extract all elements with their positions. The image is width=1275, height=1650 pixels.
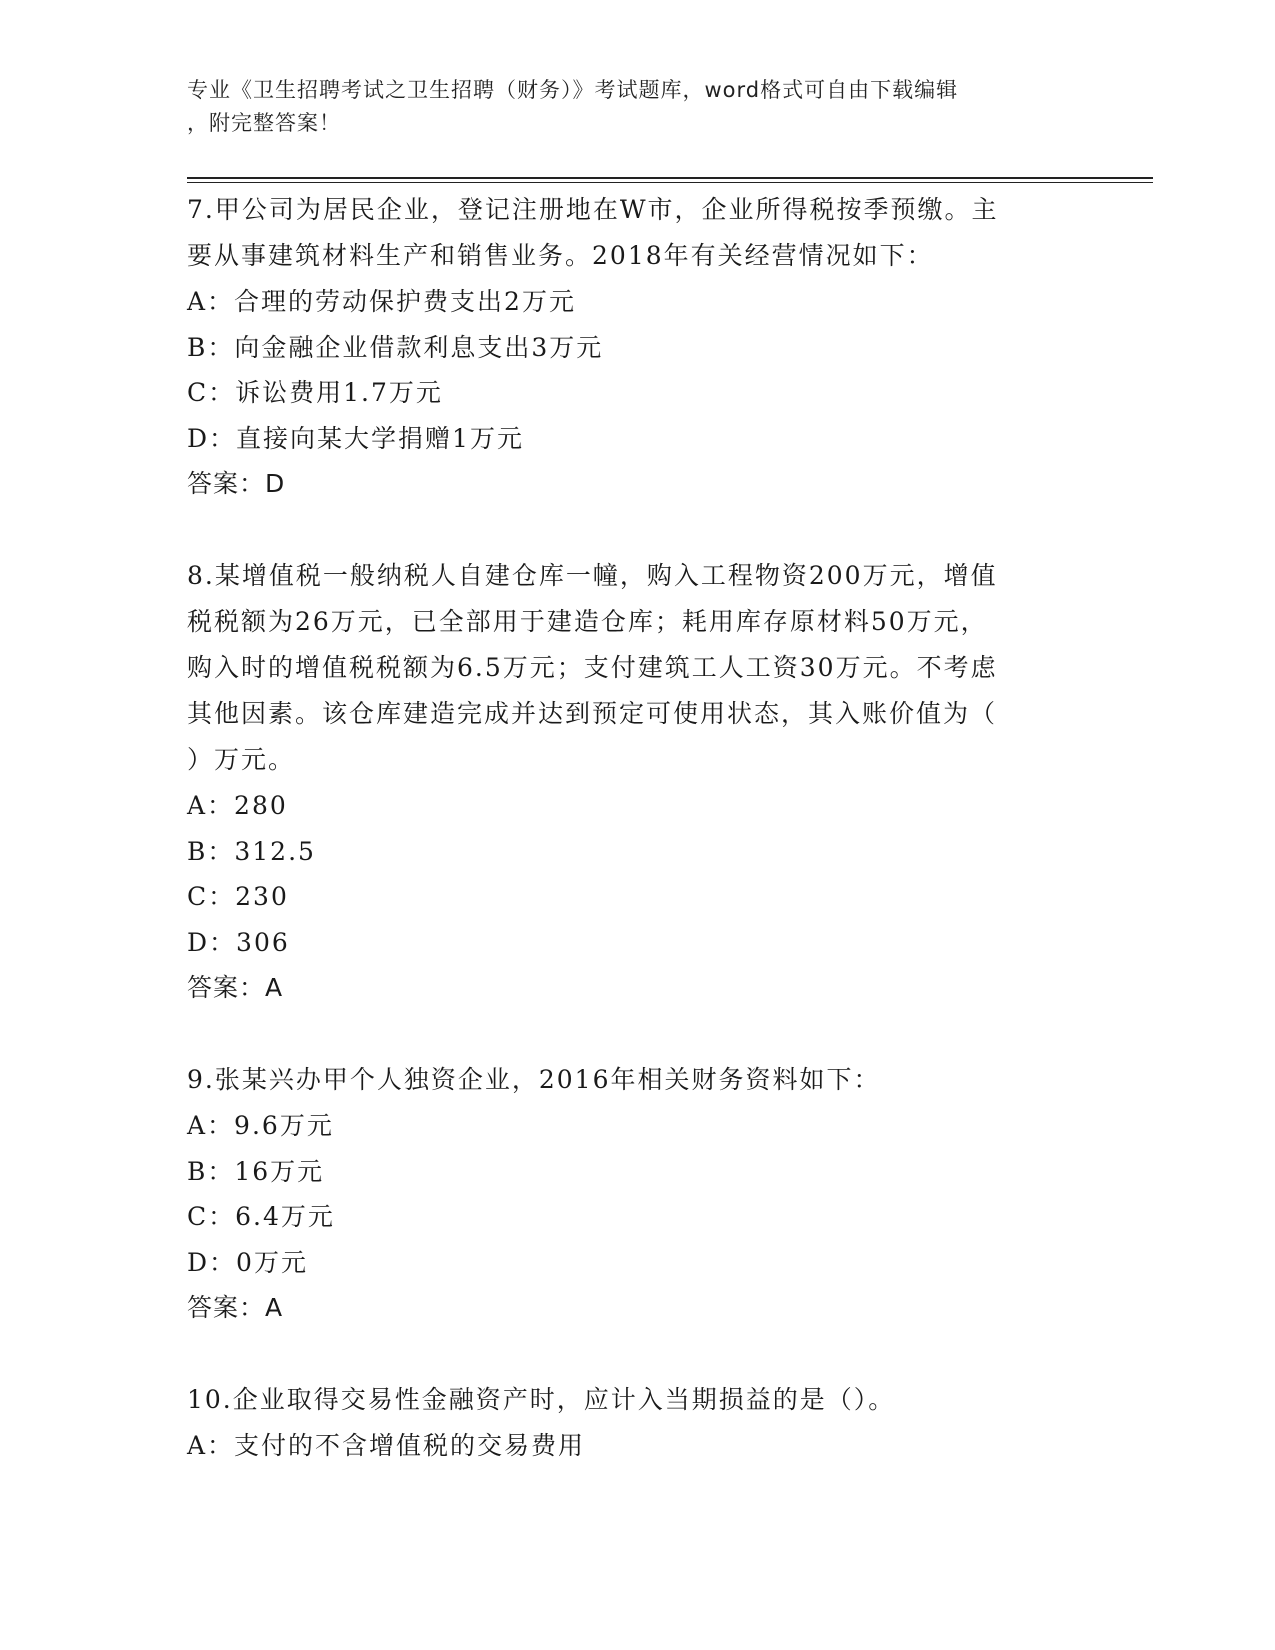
option-b: B：312.5 [187,836,316,866]
option-b: B：16万元 [187,1156,325,1186]
question-stem-line: 10.企业取得交易性金融资产时，应计入当期损益的是（）。 [187,1385,896,1414]
question-stem-line: 税税额为26万元，已全部用于建造仓库；耗用库存原材料50万元， [187,607,988,636]
question-9 [187,1057,1087,1331]
question-spacer [187,1331,1087,1377]
question-stem-line: 要从事建筑材料生产和销售业务。2018年有关经营情况如下： [187,241,934,270]
answer: 答案：A [187,973,284,1002]
answer: 答案：D [187,469,286,498]
answer: 答案：A [187,1293,284,1322]
option-d: D：306 [187,927,290,957]
header-divider-thick [187,177,1153,179]
option-a: A：280 [187,791,288,820]
question-stem-line: 其他因素。该仓库建造完成并达到预定可使用状态，其入账价值为（ [187,699,998,728]
option-a: A：支付的不含增值税的交易费用 [187,1431,586,1460]
option-b: B：向金融企业借款利息支出3万元 [187,332,604,362]
question-stem-line: 8.某增值税一般纳税人自建仓库一幢，购入工程物资200万元，增值 [187,561,998,590]
option-d: D：0万元 [187,1247,308,1277]
document-header [187,74,1067,140]
header-line-2: ，附完整答案！ [187,111,341,135]
option-a: A：9.6万元 [187,1111,334,1140]
question-list [187,187,1087,1469]
option-a: A：合理的劳动保护费支出2万元 [187,287,576,316]
header-divider-thin [187,182,1153,183]
question-spacer [187,1011,1087,1057]
option-c: C：诉讼费用1.7万元 [187,378,443,407]
question-stem-line: 购入时的增值税税额为6.5万元；支付建筑工人工资30万元。不考虑 [187,653,998,682]
question-stem-line: 7.甲公司为居民企业，登记注册地在W市，企业所得税按季预缴。主 [187,195,999,224]
question-7 [187,187,1087,507]
question-8 [187,553,1087,1011]
header-line-1: 专业《卫生招聘考试之卫生招聘（财务）》考试题库，word格式可自由下载编辑 [187,78,959,102]
option-c: C：6.4万元 [187,1202,335,1231]
question-stem-line: ）万元。 [187,745,296,774]
question-stem-line: 9.张某兴办甲个人独资企业，2016年相关财务资料如下： [187,1065,881,1094]
option-d: D：直接向某大学捐赠1万元 [187,423,524,453]
question-10 [187,1377,1087,1469]
question-spacer [187,507,1087,553]
option-c: C：230 [187,882,289,911]
